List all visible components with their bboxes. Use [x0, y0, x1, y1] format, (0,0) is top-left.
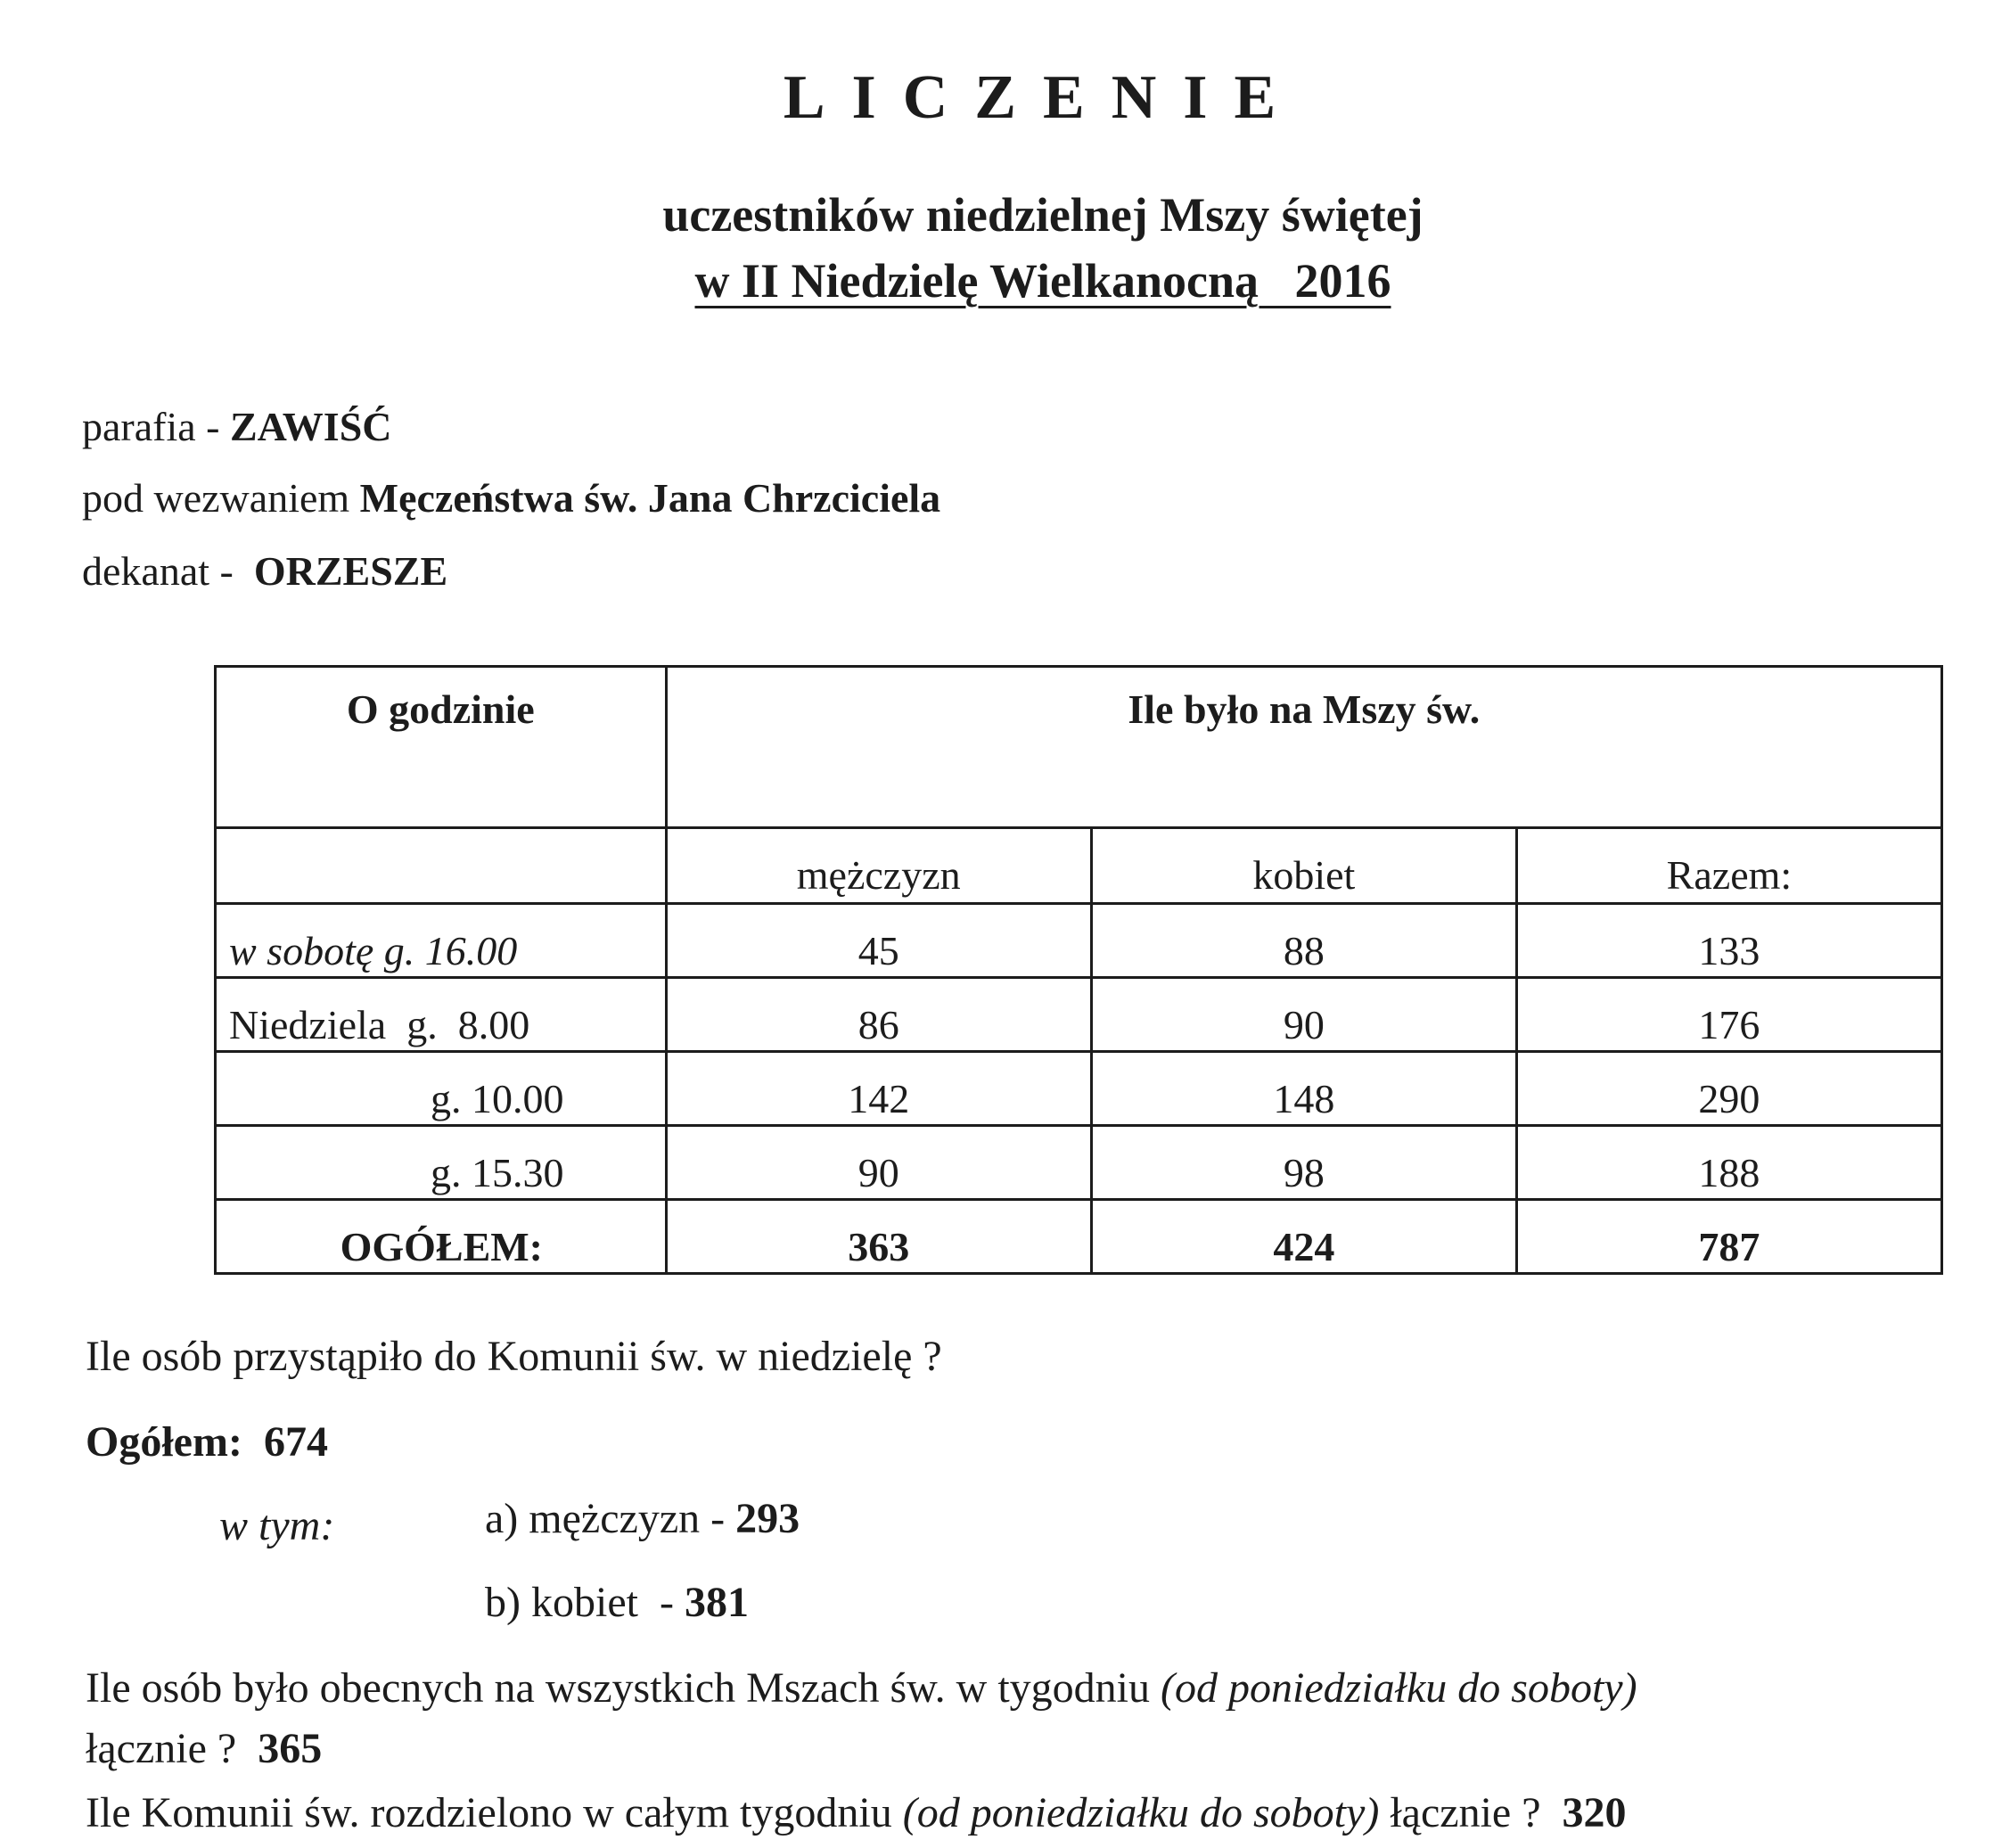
subtitle-line-1: uczestników niedzielnej Mszy świętej: [662, 188, 1424, 242]
weekly-attendance-question: [86, 1663, 1637, 1712]
row-men: 90: [666, 1126, 1091, 1200]
total-women: 424: [1091, 1200, 1516, 1274]
row-women: 88: [1091, 904, 1516, 978]
patron-label: pod wezwaniem: [82, 475, 360, 521]
weekly-attendance-value: 365: [258, 1725, 323, 1772]
row-time: w sobotę g. 16.00: [216, 904, 667, 978]
table-row: [216, 1052, 1942, 1126]
communion-total-value: 674: [263, 1418, 328, 1466]
subtitle-line-2: [0, 253, 2002, 308]
row-men: 45: [666, 904, 1091, 978]
table-subheader-row: [216, 828, 1942, 904]
row-time: Niedziela g. 8.00: [216, 978, 667, 1052]
patron-name: Męczeństwa św. Jana Chrzciciela: [359, 475, 941, 521]
deanery-line: [82, 547, 447, 595]
in-that-text: w tym:: [219, 1502, 335, 1549]
communion-men-line: [485, 1494, 800, 1543]
table-row: [216, 978, 1942, 1052]
weekly-attendance-text: Ile osób było obecnych na wszystkich Mszach św. w tygodniu: [86, 1664, 1161, 1712]
row-women: 90: [1091, 978, 1516, 1052]
row-men: 142: [666, 1052, 1091, 1126]
row-total: 188: [1516, 1126, 1941, 1200]
subheader-men: mężczyzn: [666, 828, 1091, 904]
weekly-communion-question: [86, 1788, 1627, 1837]
weekly-attendance-answer: [86, 1724, 322, 1773]
row-men: 86: [666, 978, 1091, 1052]
total-men: 363: [666, 1200, 1091, 1274]
weekly-communion-range: (od poniedziałku do soboty): [902, 1789, 1380, 1836]
communion-total: [86, 1417, 328, 1466]
row-total: 290: [1516, 1052, 1941, 1126]
row-time: g. 15.30: [216, 1126, 667, 1200]
total-label: OGÓŁEM:: [216, 1200, 667, 1274]
communion-question: Ile osób przystąpiło do Komunii św. w niedzielę ?: [86, 1333, 942, 1380]
row-total: 133: [1516, 904, 1941, 978]
table-total-row: [216, 1200, 1942, 1274]
weekly-communion-label: łącznie ?: [1379, 1789, 1563, 1836]
row-total: 176: [1516, 978, 1941, 1052]
subtitle-line-2-text: w II Niedzielę Wielkanocną 2016: [694, 254, 1391, 308]
row-women: 148: [1091, 1052, 1516, 1126]
subheader-women: kobiet: [1091, 828, 1516, 904]
subheader-total: Razem:: [1516, 828, 1941, 904]
weekly-attendance-label: łącznie ?: [86, 1725, 258, 1772]
weekly-communion-value: 320: [1562, 1789, 1627, 1836]
row-women: 98: [1091, 1126, 1516, 1200]
row-time: g. 10.00: [216, 1052, 667, 1126]
deanery-label: dekanat -: [82, 548, 254, 594]
weekly-communion-text: Ile Komunii św. rozdzielono w całym tygodniu: [86, 1789, 903, 1836]
parish-name: ZAWIŚĆ: [230, 404, 392, 449]
parish-line: [82, 403, 392, 450]
total-all: 787: [1516, 1200, 1941, 1274]
attendance-table: [214, 665, 1943, 1275]
subheader-empty: [216, 828, 667, 904]
communion-men-value: 293: [735, 1495, 800, 1542]
document-title: LICZENIE: [783, 63, 1303, 132]
header-attendance: Ile było na Mszy św.: [666, 667, 1941, 828]
table-row: [216, 904, 1942, 978]
in-that-label: [219, 1501, 334, 1550]
communion-total-label: Ogółem:: [86, 1418, 242, 1466]
communion-men-label: a) mężczyzn -: [485, 1495, 736, 1542]
header-time: O godzinie: [216, 667, 667, 828]
table-header-row: [216, 667, 1942, 828]
weekly-attendance-range: (od poniedziałku do soboty): [1161, 1664, 1637, 1712]
parish-label: parafia -: [82, 404, 230, 449]
communion-women-label: b) kobiet -: [485, 1579, 685, 1626]
table-row: [216, 1126, 1942, 1200]
communion-women-line: [485, 1578, 749, 1627]
deanery-name: ORZESZE: [253, 548, 448, 594]
patron-line: [82, 474, 940, 522]
communion-women-value: 381: [684, 1579, 749, 1626]
